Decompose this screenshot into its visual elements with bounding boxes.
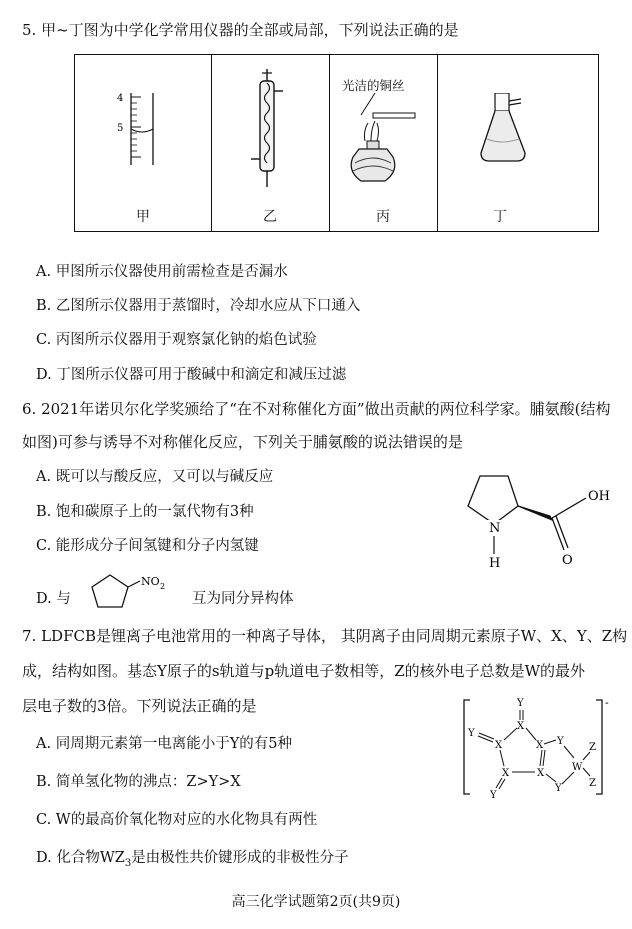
q5-option-c: C. 丙图所示仪器用于观察氯化钠的焰色试验 — [36, 332, 317, 348]
q7-option-d-prefix: D. 化合物WZ — [36, 850, 125, 866]
q7-option-d-suffix: 是由极性共价键形成的非极性分子 — [131, 850, 349, 866]
caption-jia: 甲 — [136, 209, 150, 225]
page-footer: 高三化学试题第2页(共9页) — [231, 894, 401, 910]
q7-stem-line2: 成，结构如图。基态Y原子的s轨道与p轨道电子数相等，Z的核外电子总数是W的最外 — [22, 662, 586, 680]
anion-atom-x: X — [495, 740, 503, 751]
anion-atom-y: Y — [490, 790, 497, 800]
caption-ding: 丁 — [493, 209, 507, 225]
q5-option-b: B. 乙图所示仪器用于蒸馏时，冷却水应从下口通入 — [36, 298, 361, 314]
q6-option-d-prefix: D. 与 — [36, 591, 71, 607]
q7-option-d — [36, 848, 349, 874]
anion-charge: - — [605, 696, 609, 709]
anion-atom-y: Y — [517, 698, 524, 709]
copper-wire-label: 光洁的铜丝 — [342, 78, 405, 93]
q6-option-c: C. 能形成分子间氢键和分子内氢键 — [36, 538, 259, 554]
q6-option-a: A. 既可以与酸反应，又可以与碱反应 — [36, 469, 274, 485]
q7-option-a: A. 同周期元素第一电离能小于Y的有5种 — [36, 736, 292, 752]
q6-stem-line1: 6. 2021年诺贝尔化学奖颁给了“在不对称催化方面”做出贡献的两位科学家。脯氨酸(结构 — [22, 400, 611, 418]
anion-atom-x: X — [537, 768, 545, 779]
caption-bing: 丙 — [376, 209, 390, 225]
caption-yi: 乙 — [263, 209, 277, 225]
anion-atom-y: Y — [468, 728, 475, 739]
q7-option-b: B. 简单氢化物的沸点：Z>Y>X — [36, 774, 241, 790]
scale-number: 5 — [117, 123, 124, 134]
proline-n: N — [489, 521, 501, 536]
q5-option-a: A. 甲图所示仪器使用前需检查是否漏水 — [36, 264, 288, 280]
burette-scale-figure — [115, 93, 175, 167]
table-divider — [329, 55, 330, 231]
anion-atom-w: W — [572, 762, 583, 773]
anion-atom-y: Y — [555, 783, 562, 794]
scale-number: 4 — [117, 93, 124, 104]
q5-option-d: D. 丁图所示仪器可用于酸碱中和滴定和减压过滤 — [36, 367, 347, 383]
anion-atom-x: X — [502, 768, 510, 779]
q6-option-d-suffix: 互为同分异构体 — [192, 591, 294, 607]
anion-atom-y: Y — [557, 736, 564, 747]
apparatus-figure-table — [74, 54, 599, 232]
table-divider — [211, 55, 212, 231]
anion-atom-x: X — [536, 740, 544, 751]
q7-stem-line3: 层电子数的3倍。下列说法正确的是 — [22, 697, 257, 715]
q7-stem-line1: 7. LDFCB是锂离子电池常用的一种离子导体， 其阴离子由同周期元素原子W、X、Y、Z构 — [22, 627, 628, 645]
proline-structure — [456, 470, 616, 580]
q6-stem-line2: 如图)可参与诱导不对称催化反应，下列关于脯氨酸的说法错误的是 — [22, 433, 463, 451]
proline-o: O — [562, 553, 573, 568]
anion-structure — [462, 694, 622, 800]
q6-option-b: B. 饱和碳原子上的一氯代物有3种 — [36, 504, 254, 520]
nitro-subscript: 2 — [160, 582, 166, 591]
q5-stem: 5. 甲~丁图为中学化学常用仪器的全部或局部，下列说法正确的是 — [22, 21, 459, 39]
condenser-figure — [247, 69, 287, 189]
q7-option-d-subscript: 3 — [124, 857, 132, 869]
q7-option-c: C. W的最高价氧化物对应的水化物具有两性 — [36, 812, 318, 828]
nitro-label: NO — [141, 575, 160, 588]
proline-h: H — [489, 556, 501, 571]
q6-option-d — [36, 589, 71, 609]
proline-oh: OH — [588, 489, 610, 504]
alcohol-lamp-figure — [337, 91, 427, 187]
anion-atom-z: Z — [589, 742, 596, 753]
table-divider — [437, 55, 438, 231]
cyclopentyl-nitro-figure — [88, 571, 178, 613]
anion-atom-z: Z — [589, 778, 596, 789]
suction-flask-figure — [477, 93, 533, 165]
anion-atom-x: X — [517, 721, 525, 732]
